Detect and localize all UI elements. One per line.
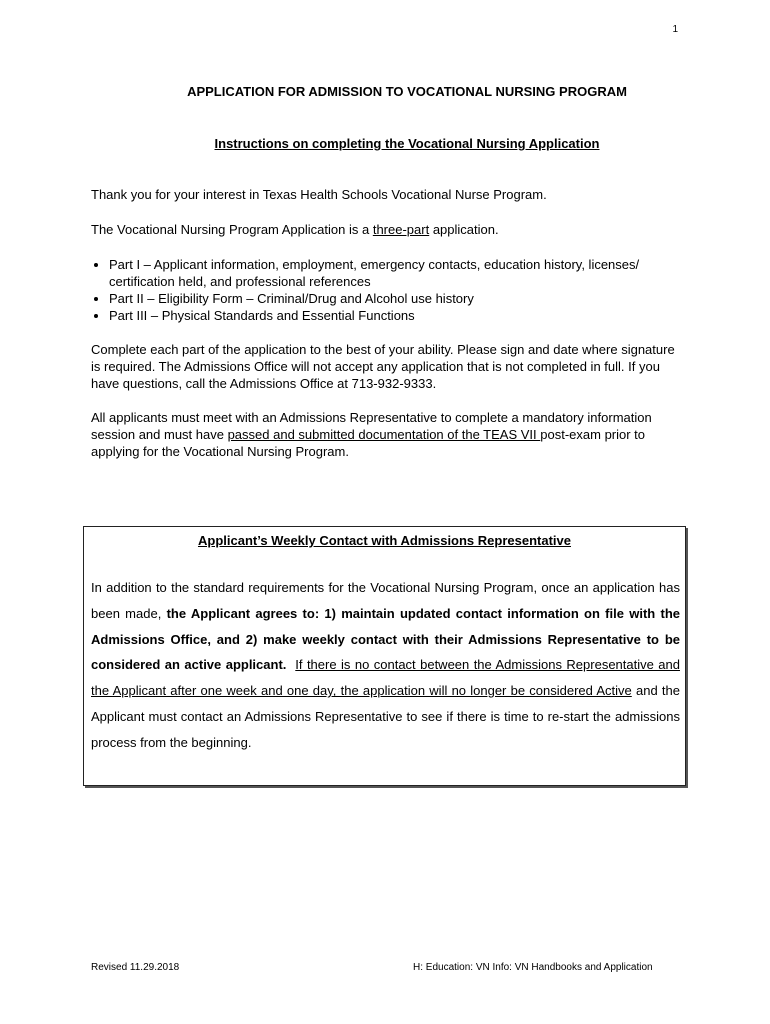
footer-revised: Revised 11.29.2018	[91, 962, 180, 973]
three-part-paragraph	[91, 221, 681, 238]
meeting-text-before: All applicants must meet with an Admissions Representative to complete a mandatory information session and must have	[91, 410, 652, 442]
list-item: • Part III – Physical Standards and Essential Functions	[109, 307, 699, 324]
instructions-heading: Instructions on completing the Vocational Nursing Application	[214, 136, 600, 151]
three-part-text-before: The Vocational Nursing Program Application is a	[91, 222, 373, 237]
intro-paragraph: Thank you for your interest in Texas Health Schools Vocational Nurse Program.	[91, 187, 547, 202]
teas-requirement-underlined: passed and submitted documentation of the TEAS VII	[227, 427, 541, 442]
weekly-contact-text	[91, 575, 680, 756]
three-part-underlined: three-part	[372, 222, 430, 237]
admissions-meeting-paragraph	[91, 409, 681, 460]
contact-text-underlined: If there is no contact between the Admissions Representative and the Applicant after one week and one day, the application will no longer be considered Active	[91, 657, 680, 699]
three-part-text-after: application.	[429, 222, 499, 237]
parts-list	[91, 256, 699, 324]
list-item: • Part II – Eligibility Form – Criminal/Drug and Alcohol use history	[109, 290, 699, 307]
footer-path: H: Education: VN Info: VN Handbooks and Application	[413, 962, 653, 973]
complete-instructions-paragraph: Complete each part of the application to the best of your ability. Please sign and date where signature is required. The Admissions Office will not accept any application that is not completed in full. If you have questions, call the Admissions Office at 713-932-9333.	[91, 342, 675, 391]
contact-text-plain-1: In addition to the standard requirements for the Vocational Nursing Program, once an application has been made,	[91, 580, 680, 621]
weekly-contact-heading: Applicant’s Weekly Contact with Admissions Representative	[197, 533, 571, 548]
contact-text-bold: the Applicant agrees to: 1) maintain updated contact information on file with the Admissions Office, and 2) make weekly contact with their Admissions Representative to be considered an active applicant.	[91, 605, 680, 673]
page-title: APPLICATION FOR ADMISSION TO VOCATIONAL NURSING PROGRAM	[187, 84, 627, 99]
contact-text-plain-2: and the Applicant must contact an Admissions Representative to see if there is time to re-start the admissions process from the beginning.	[91, 683, 680, 750]
page-number: 1	[672, 24, 678, 35]
list-item: • Part I – Applicant information, employment, emergency contacts, education history, licenses/ certification held, and professional references	[109, 256, 699, 290]
weekly-contact-box	[83, 526, 686, 786]
meeting-text-after: post-exam prior to applying for the Vocational Nursing Program.	[91, 427, 646, 459]
